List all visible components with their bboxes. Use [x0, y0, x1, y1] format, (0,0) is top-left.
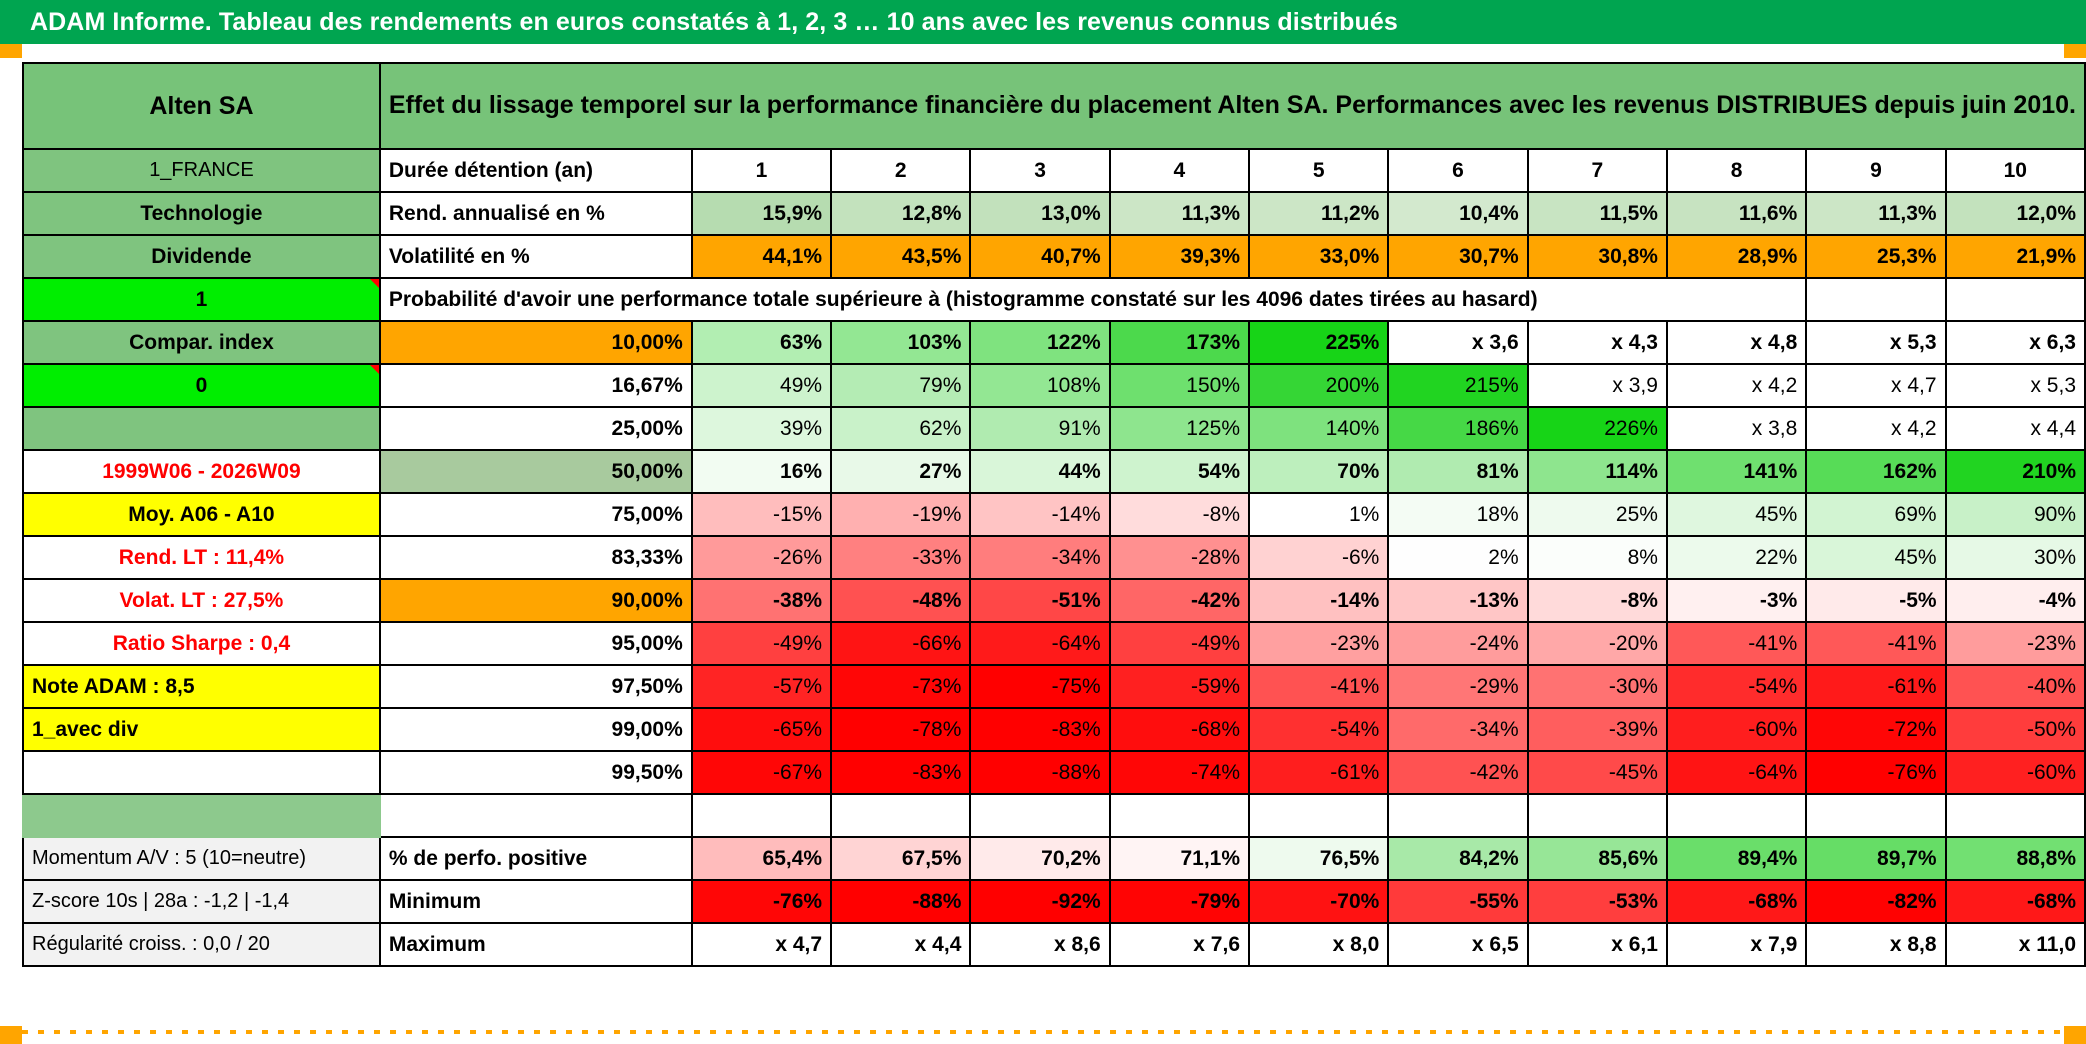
- pct-0-v10: x 6,3: [1946, 321, 2085, 364]
- pct-7-v9: -41%: [1806, 622, 1945, 665]
- rendement-10: 12,0%: [1946, 192, 2085, 235]
- duration-7: 7: [1528, 149, 1667, 192]
- pct-1-v8: x 4,2: [1667, 364, 1806, 407]
- pct-8-v9: -61%: [1806, 665, 1945, 708]
- min-3: -92%: [970, 880, 1109, 923]
- perfo-10: 88,8%: [1946, 837, 2085, 880]
- regularite-label: Régularité croiss. : 0,0 / 20: [23, 923, 380, 966]
- bottom-orange-strip: [0, 1026, 2086, 1044]
- sector-label: Technologie: [23, 192, 380, 235]
- pct-2-v5: 140%: [1249, 407, 1388, 450]
- pct-4-v3: -14%: [970, 493, 1109, 536]
- pct-3-v2: 27%: [831, 450, 970, 493]
- pct-0-v6: x 3,6: [1388, 321, 1527, 364]
- pct-9-v10: -50%: [1946, 708, 2085, 751]
- separator-cell: [1667, 794, 1806, 837]
- volatilite-6: 30,7%: [1388, 235, 1527, 278]
- table-row-percentile: [23, 493, 2085, 536]
- percentile-10: 99,50%: [380, 751, 692, 794]
- min-9: -82%: [1806, 880, 1945, 923]
- pct-7-v7: -20%: [1528, 622, 1667, 665]
- pct-5-v9: 45%: [1806, 536, 1945, 579]
- pct-9-v3: -83%: [970, 708, 1109, 751]
- duration-2: 2: [831, 149, 970, 192]
- perfo-2: 67,5%: [831, 837, 970, 880]
- pct-4-v8: 45%: [1667, 493, 1806, 536]
- pct-9-v6: -34%: [1388, 708, 1527, 751]
- rend-lt-label: Rend. LT : 11,4%: [23, 536, 380, 579]
- pct-2-v3: 91%: [970, 407, 1109, 450]
- table-row-percentile: [23, 665, 2085, 708]
- min-1: -76%: [692, 880, 831, 923]
- perfo-1: 65,4%: [692, 837, 831, 880]
- min-7: -53%: [1528, 880, 1667, 923]
- duration-3: 3: [970, 149, 1109, 192]
- pct-1-v5: 200%: [1249, 364, 1388, 407]
- zscore-label: Z-score 10s | 28a : -1,2 | -1,4: [23, 880, 380, 923]
- pct-10-v4: -74%: [1110, 751, 1249, 794]
- percentile-2: 25,00%: [380, 407, 692, 450]
- dividende-label: Dividende: [23, 235, 380, 278]
- pct-8-v4: -59%: [1110, 665, 1249, 708]
- table-row-proba-header: [23, 278, 2085, 321]
- pct-5-v4: -28%: [1110, 536, 1249, 579]
- duration-9: 9: [1806, 149, 1945, 192]
- table-row-percentile: [23, 407, 2085, 450]
- max-8: x 7,9: [1667, 923, 1806, 966]
- strip-right-block: [2064, 44, 2086, 58]
- pct-8-v5: -41%: [1249, 665, 1388, 708]
- max-6: x 6,5: [1388, 923, 1527, 966]
- pct-10-v3: -88%: [970, 751, 1109, 794]
- perfo-4: 71,1%: [1110, 837, 1249, 880]
- min-4: -79%: [1110, 880, 1249, 923]
- pct-0-v3: 122%: [970, 321, 1109, 364]
- perfo-6: 84,2%: [1388, 837, 1527, 880]
- pct-9-v1: -65%: [692, 708, 831, 751]
- strip-left-block: [0, 44, 22, 58]
- pct-0-v9: x 5,3: [1806, 321, 1945, 364]
- duration-8: 8: [1667, 149, 1806, 192]
- pct-6-v10: -4%: [1946, 579, 2085, 622]
- max-7: x 6,1: [1528, 923, 1667, 966]
- table-row-duration: [23, 149, 2085, 192]
- separator-cell: [1806, 794, 1945, 837]
- pct-5-v10: 30%: [1946, 536, 2085, 579]
- percentile-8: 97,50%: [380, 665, 692, 708]
- duration-5: 5: [1249, 149, 1388, 192]
- pct-0-v2: 103%: [831, 321, 970, 364]
- top-orange-strip: [0, 44, 2086, 58]
- pct-0-v5: 225%: [1249, 321, 1388, 364]
- percentile-4: 75,00%: [380, 493, 692, 536]
- table-row-minimum: [23, 880, 2085, 923]
- pct-3-v10: 210%: [1946, 450, 2085, 493]
- pct-10-v5: -61%: [1249, 751, 1388, 794]
- percentile-6: 90,00%: [380, 579, 692, 622]
- percentile-0: 10,00%: [380, 321, 692, 364]
- pct-6-v1: -38%: [692, 579, 831, 622]
- pct-10-v9: -76%: [1806, 751, 1945, 794]
- max-4: x 7,6: [1110, 923, 1249, 966]
- pct-5-v5: -6%: [1249, 536, 1388, 579]
- max-9: x 8,8: [1806, 923, 1945, 966]
- max-2: x 4,4: [831, 923, 970, 966]
- pct-2-v6: 186%: [1388, 407, 1527, 450]
- volatilite-8: 28,9%: [1667, 235, 1806, 278]
- perfo-8: 89,4%: [1667, 837, 1806, 880]
- pct-3-v3: 44%: [970, 450, 1109, 493]
- rendement-3: 13,0%: [970, 192, 1109, 235]
- min-10: -68%: [1946, 880, 2085, 923]
- pct-10-v6: -42%: [1388, 751, 1527, 794]
- page-title: ADAM Informe. Tableau des rendements en euros constatés à 1, 2, 3 … 10 ans avec les revenus connus distribués: [30, 7, 1398, 36]
- pct-6-v4: -42%: [1110, 579, 1249, 622]
- table-row-percentile: [23, 708, 2085, 751]
- rendement-2: 12,8%: [831, 192, 970, 235]
- min-5: -70%: [1249, 880, 1388, 923]
- table-row-rendement: [23, 192, 2085, 235]
- max-5: x 8,0: [1249, 923, 1388, 966]
- pct-4-v9: 69%: [1806, 493, 1945, 536]
- table-row-percentile: [23, 751, 2085, 794]
- pct-4-v6: 18%: [1388, 493, 1527, 536]
- pct-6-v9: -5%: [1806, 579, 1945, 622]
- pct-4-v7: 25%: [1528, 493, 1667, 536]
- duration-6: 6: [1388, 149, 1527, 192]
- perfo-5: 76,5%: [1249, 837, 1388, 880]
- volatilite-3: 40,7%: [970, 235, 1109, 278]
- pct-10-v8: -64%: [1667, 751, 1806, 794]
- pct-1-v7: x 3,9: [1528, 364, 1667, 407]
- pct-6-v2: -48%: [831, 579, 970, 622]
- min-6: -55%: [1388, 880, 1527, 923]
- pct-2-v1: 39%: [692, 407, 831, 450]
- momentum-label: Momentum A/V : 5 (10=neutre): [23, 837, 380, 880]
- pct-5-v7: 8%: [1528, 536, 1667, 579]
- rendement-label: Rend. annualisé en %: [380, 192, 692, 235]
- compar-index-label: Compar. index: [23, 321, 380, 364]
- perfo-positive-label: % de perfo. positive: [380, 837, 692, 880]
- pct-7-v10: -23%: [1946, 622, 2085, 665]
- separator-cell: [1110, 794, 1249, 837]
- volatilite-5: 33,0%: [1249, 235, 1388, 278]
- perfo-3: 70,2%: [970, 837, 1109, 880]
- pct-5-v1: -26%: [692, 536, 831, 579]
- pct-8-v6: -29%: [1388, 665, 1527, 708]
- pct-7-v2: -66%: [831, 622, 970, 665]
- pct-4-v4: -8%: [1110, 493, 1249, 536]
- pct-9-v5: -54%: [1249, 708, 1388, 751]
- rendement-5: 11,2%: [1249, 192, 1388, 235]
- pct-10-v10: -60%: [1946, 751, 2085, 794]
- separator-cell: [1946, 794, 2085, 837]
- proba-filler-2: [1946, 278, 2085, 321]
- table-row-percentile: [23, 364, 2085, 407]
- min-8: -68%: [1667, 880, 1806, 923]
- pct-9-v4: -68%: [1110, 708, 1249, 751]
- pct-3-v4: 54%: [1110, 450, 1249, 493]
- pct-7-v5: -23%: [1249, 622, 1388, 665]
- rendement-9: 11,3%: [1806, 192, 1945, 235]
- duration-label: Durée détention (an): [380, 149, 692, 192]
- rendement-7: 11,5%: [1528, 192, 1667, 235]
- pct-6-v6: -13%: [1388, 579, 1527, 622]
- pct-9-v9: -72%: [1806, 708, 1945, 751]
- moy-label: Moy. A06 - A10: [23, 493, 380, 536]
- pct-8-v1: -57%: [692, 665, 831, 708]
- performance-table: [22, 62, 2086, 967]
- rendement-8: 11,6%: [1667, 192, 1806, 235]
- percentile-1: 16,67%: [380, 364, 692, 407]
- country-label: 1_FRANCE: [23, 149, 380, 192]
- pct-4-v5: 1%: [1249, 493, 1388, 536]
- pct-2-v4: 125%: [1110, 407, 1249, 450]
- pct-5-v3: -34%: [970, 536, 1109, 579]
- table-row-percentile: [23, 579, 2085, 622]
- pct-2-v9: x 4,2: [1806, 407, 1945, 450]
- rendement-4: 11,3%: [1110, 192, 1249, 235]
- title-bar: [0, 0, 2086, 44]
- header-description: Effet du lissage temporel sur la performance financière du placement Alten SA. Performances avec les revenus DISTRIBUES depuis juin 2010.: [380, 63, 2085, 149]
- pct-2-v8: x 3,8: [1667, 407, 1806, 450]
- percentile-9: 99,00%: [380, 708, 692, 751]
- max-3: x 8,6: [970, 923, 1109, 966]
- volat-lt-label: Volat. LT : 27,5%: [23, 579, 380, 622]
- bottom-strip-right: [2064, 1026, 2086, 1044]
- pct-3-v5: 70%: [1249, 450, 1388, 493]
- table-row-percentile: [23, 321, 2085, 364]
- pct-4-v1: -15%: [692, 493, 831, 536]
- pct-10-v2: -83%: [831, 751, 970, 794]
- pct-4-v10: 90%: [1946, 493, 2085, 536]
- pct-7-v6: -24%: [1388, 622, 1527, 665]
- entity-name: Alten SA: [23, 63, 380, 149]
- duration-1: 1: [692, 149, 831, 192]
- volatilite-label: Volatilité en %: [380, 235, 692, 278]
- pct-8-v10: -40%: [1946, 665, 2085, 708]
- pct-7-v4: -49%: [1110, 622, 1249, 665]
- maximum-label: Maximum: [380, 923, 692, 966]
- pct-0-v7: x 4,3: [1528, 321, 1667, 364]
- period-label: 1999W06 - 2026W09: [23, 450, 380, 493]
- pct-7-v3: -64%: [970, 622, 1109, 665]
- avec-div-label: 1_avec div: [23, 708, 380, 751]
- volatilite-10: 21,9%: [1946, 235, 2085, 278]
- pct-10-v1: -67%: [692, 751, 831, 794]
- table-row-volatilite: [23, 235, 2085, 278]
- ratio-sharpe-label: Ratio Sharpe : 0,4: [23, 622, 380, 665]
- volatilite-9: 25,3%: [1806, 235, 1945, 278]
- pct-1-v3: 108%: [970, 364, 1109, 407]
- pct-1-v10: x 5,3: [1946, 364, 2085, 407]
- separator-cell: [1388, 794, 1527, 837]
- pct-7-v1: -49%: [692, 622, 831, 665]
- bottom-strip-left: [0, 1026, 22, 1044]
- note-adam-label: Note ADAM : 8,5: [23, 665, 380, 708]
- separator-green: [23, 794, 380, 837]
- pct-3-v8: 141%: [1667, 450, 1806, 493]
- pct-0-v4: 173%: [1110, 321, 1249, 364]
- proba-text: Probabilité d'avoir une performance totale supérieure à (histogramme constaté sur les 4096 dates tirées au hasard): [380, 278, 1806, 321]
- pct-9-v2: -78%: [831, 708, 970, 751]
- table-row-percentile: [23, 536, 2085, 579]
- pct-6-v3: -51%: [970, 579, 1109, 622]
- table-row-separator: [23, 794, 2085, 837]
- percentile-7: 95,00%: [380, 622, 692, 665]
- volatilite-4: 39,3%: [1110, 235, 1249, 278]
- pct-8-v8: -54%: [1667, 665, 1806, 708]
- duration-10: 10: [1946, 149, 2085, 192]
- pct-8-v2: -73%: [831, 665, 970, 708]
- pct-3-v9: 162%: [1806, 450, 1945, 493]
- table-row-maximum: [23, 923, 2085, 966]
- table-row-percentile: [23, 450, 2085, 493]
- separator-cell: [380, 794, 692, 837]
- proba-filler-1: [1806, 278, 1945, 321]
- pct-9-v7: -39%: [1528, 708, 1667, 751]
- pct-8-v7: -30%: [1528, 665, 1667, 708]
- pct-3-v1: 16%: [692, 450, 831, 493]
- pct-5-v8: 22%: [1667, 536, 1806, 579]
- pct-6-v8: -3%: [1667, 579, 1806, 622]
- table-row-perfo-positive: [23, 837, 2085, 880]
- separator-cell: [831, 794, 970, 837]
- separator-cell: [1249, 794, 1388, 837]
- percentile-5: 83,33%: [380, 536, 692, 579]
- pct-8-v3: -75%: [970, 665, 1109, 708]
- pct-6-v5: -14%: [1249, 579, 1388, 622]
- bottom-strip-dots: [22, 1030, 2064, 1034]
- volatilite-2: 43,5%: [831, 235, 970, 278]
- pct-9-v8: -60%: [1667, 708, 1806, 751]
- minimum-label: Minimum: [380, 880, 692, 923]
- percentile-3: 50,00%: [380, 450, 692, 493]
- rendement-1: 15,9%: [692, 192, 831, 235]
- rendement-6: 10,4%: [1388, 192, 1527, 235]
- separator-cell: [1528, 794, 1667, 837]
- pct-10-v7: -45%: [1528, 751, 1667, 794]
- pct-2-v2: 62%: [831, 407, 970, 450]
- max-1: x 4,7: [692, 923, 831, 966]
- pct-0-v8: x 4,8: [1667, 321, 1806, 364]
- flag-one: 1: [23, 278, 380, 321]
- separator-cell: [970, 794, 1109, 837]
- separator-cell: [692, 794, 831, 837]
- perfo-9: 89,7%: [1806, 837, 1945, 880]
- pct-6-v7: -8%: [1528, 579, 1667, 622]
- pct-3-v6: 81%: [1388, 450, 1527, 493]
- spacer-label-2: [23, 751, 380, 794]
- pct-1-v4: 150%: [1110, 364, 1249, 407]
- pct-5-v2: -33%: [831, 536, 970, 579]
- min-2: -88%: [831, 880, 970, 923]
- pct-5-v6: 2%: [1388, 536, 1527, 579]
- pct-3-v7: 114%: [1528, 450, 1667, 493]
- volatilite-7: 30,8%: [1528, 235, 1667, 278]
- pct-1-v1: 49%: [692, 364, 831, 407]
- volatilite-1: 44,1%: [692, 235, 831, 278]
- duration-4: 4: [1110, 149, 1249, 192]
- flag-zero: 0: [23, 364, 380, 407]
- pct-7-v8: -41%: [1667, 622, 1806, 665]
- pct-2-v7: 226%: [1528, 407, 1667, 450]
- pct-0-v1: 63%: [692, 321, 831, 364]
- pct-1-v2: 79%: [831, 364, 970, 407]
- pct-1-v9: x 4,7: [1806, 364, 1945, 407]
- max-10: x 11,0: [1946, 923, 2085, 966]
- table-row-percentile: [23, 622, 2085, 665]
- pct-1-v6: 215%: [1388, 364, 1527, 407]
- pct-4-v2: -19%: [831, 493, 970, 536]
- perfo-7: 85,6%: [1528, 837, 1667, 880]
- pct-2-v10: x 4,4: [1946, 407, 2085, 450]
- spacer-label-1: [23, 407, 380, 450]
